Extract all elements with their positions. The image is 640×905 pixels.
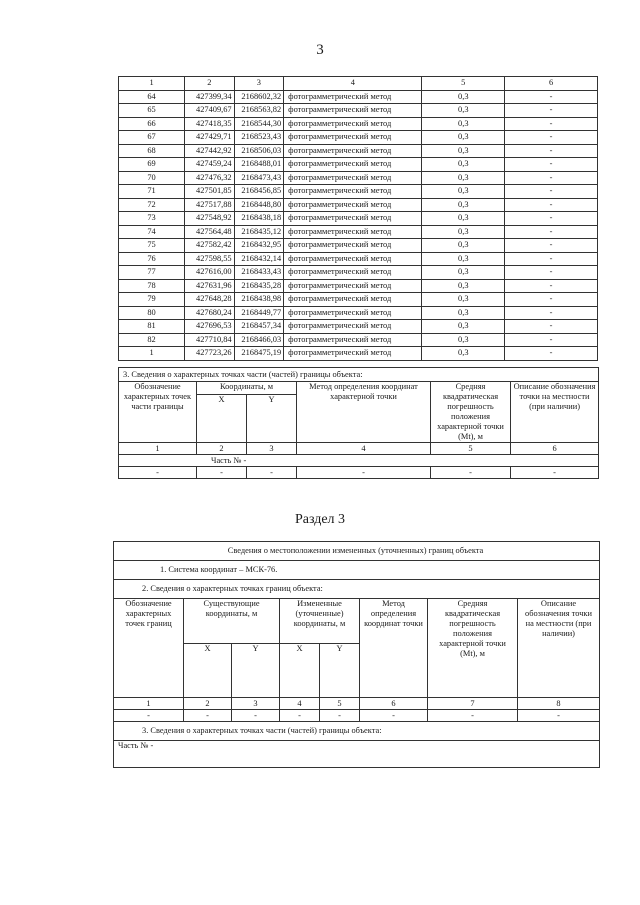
accuracy: 0,3 — [422, 198, 505, 212]
method: фотограмметрический метод — [284, 90, 422, 104]
empty-cell: - — [280, 710, 320, 722]
description: - — [505, 279, 598, 293]
column-number: 4 — [284, 77, 422, 91]
column-number: 3 — [247, 443, 297, 455]
coord-x: 427582,42 — [185, 239, 235, 253]
column-number: 6 — [511, 443, 599, 455]
method: фотограмметрический метод — [284, 347, 422, 361]
coord-y: 2168435,28 — [234, 279, 284, 293]
coord-x: 427409,67 — [185, 104, 235, 118]
coord-y: 2168438,98 — [234, 293, 284, 307]
point-number: 66 — [119, 117, 185, 131]
col-accuracy: Средняя квадратическая погрешность положения характерной точки (Mt), м — [431, 382, 511, 443]
col-y: Y — [320, 644, 360, 698]
method: фотограмметрический метод — [284, 158, 422, 172]
point-number: 81 — [119, 320, 185, 334]
table-row — [119, 266, 598, 280]
accuracy: 0,3 — [422, 279, 505, 293]
method: фотограмметрический метод — [284, 171, 422, 185]
column-number: 2 — [197, 443, 247, 455]
table-row — [119, 293, 598, 307]
empty-cell: - — [320, 710, 360, 722]
column-number: 5 — [431, 443, 511, 455]
table-row — [119, 320, 598, 334]
empty-cell: - — [428, 710, 518, 722]
description: - — [505, 212, 598, 226]
coord-x: 427710,84 — [185, 333, 235, 347]
coord-y: 2168466,03 — [234, 333, 284, 347]
column-number: 5 — [422, 77, 505, 91]
method: фотограмметрический метод — [284, 333, 422, 347]
description: - — [505, 320, 598, 334]
header-row — [119, 77, 598, 91]
column-number: 6 — [360, 698, 428, 710]
empty-cell: - — [518, 710, 600, 722]
part-points-title: 3. Сведения о характерных точках части (частей) границы объекта: — [119, 368, 599, 382]
description: - — [505, 293, 598, 307]
point-number: 78 — [119, 279, 185, 293]
coord-y: 2168432,95 — [234, 239, 284, 253]
point-number: 77 — [119, 266, 185, 280]
coord-x: 427598,55 — [185, 252, 235, 266]
method: фотограмметрический метод — [284, 104, 422, 118]
page-number: 3 — [316, 42, 324, 58]
accuracy: 0,3 — [422, 333, 505, 347]
column-number: 4 — [297, 443, 431, 455]
point-number: 80 — [119, 306, 185, 320]
coord-x: 427501,85 — [185, 185, 235, 199]
coord-x: 427476,32 — [185, 171, 235, 185]
col-y: Y — [247, 395, 297, 443]
coord-x: 427429,71 — [185, 131, 235, 145]
col-existing: Существующие координаты, м — [184, 599, 280, 644]
description: - — [505, 104, 598, 118]
table-row — [119, 279, 598, 293]
empty-cell: - — [431, 467, 511, 479]
column-number: 4 — [280, 698, 320, 710]
table-row — [119, 104, 598, 118]
accuracy: 0,3 — [422, 293, 505, 307]
accuracy: 0,3 — [422, 131, 505, 145]
table-row — [119, 239, 598, 253]
accuracy: 0,3 — [422, 320, 505, 334]
empty-cell: - — [232, 710, 280, 722]
table-row — [119, 131, 598, 145]
description: - — [505, 90, 598, 104]
column-number: 1 — [114, 698, 184, 710]
coord-y: 2168475,19 — [234, 347, 284, 361]
part-points-table — [118, 367, 599, 479]
coord-y: 2168432,14 — [234, 252, 284, 266]
point-number: 71 — [119, 185, 185, 199]
col-x: X — [184, 644, 232, 698]
coord-x: 427564,48 — [185, 225, 235, 239]
col-designation: Обозначение характерных точек границ — [114, 599, 184, 698]
section-heading: Раздел 3 — [294, 512, 346, 527]
accuracy: 0,3 — [422, 158, 505, 172]
coord-x: 427548,92 — [185, 212, 235, 226]
col-changed: Измененные (уточненные) координаты, м — [280, 599, 360, 644]
method: фотограмметрический метод — [284, 266, 422, 280]
col-accuracy: Средняя квадратическая погрешность положения характерной точки (Mt), м — [428, 599, 518, 698]
point-number: 1 — [119, 347, 185, 361]
empty-cell: - — [119, 467, 197, 479]
coord-x: 427680,24 — [185, 306, 235, 320]
coord-x: 427616,00 — [185, 266, 235, 280]
accuracy: 0,3 — [422, 347, 505, 361]
accuracy: 0,3 — [422, 225, 505, 239]
col-method: Метод определения координат точки — [360, 599, 428, 698]
coord-y: 2168457,34 — [234, 320, 284, 334]
part-label: Часть № - — [114, 741, 600, 768]
accuracy: 0,3 — [422, 104, 505, 118]
method: фотограмметрический метод — [284, 212, 422, 226]
method: фотограмметрический метод — [284, 239, 422, 253]
description: - — [505, 185, 598, 199]
point-number: 68 — [119, 144, 185, 158]
col-x: X — [197, 395, 247, 443]
coord-x: 427418,35 — [185, 117, 235, 131]
column-number: 2 — [185, 77, 235, 91]
col-y: Y — [232, 644, 280, 698]
column-number: 5 — [320, 698, 360, 710]
part-points-title: 3. Сведения о характерных точках части (частей) границы объекта: — [114, 722, 600, 741]
point-number: 74 — [119, 225, 185, 239]
point-number: 70 — [119, 171, 185, 185]
column-number: 8 — [518, 698, 600, 710]
coord-x: 427459,24 — [185, 158, 235, 172]
col-x: X — [280, 644, 320, 698]
accuracy: 0,3 — [422, 306, 505, 320]
point-number: 67 — [119, 131, 185, 145]
description: - — [505, 144, 598, 158]
method: фотограмметрический метод — [284, 293, 422, 307]
method: фотограмметрический метод — [284, 279, 422, 293]
description: - — [505, 347, 598, 361]
col-description: Описание обозначения точки на местности (при наличии) — [518, 599, 600, 698]
method: фотограмметрический метод — [284, 117, 422, 131]
accuracy: 0,3 — [422, 117, 505, 131]
coord-y: 2168602,32 — [234, 90, 284, 104]
accuracy: 0,3 — [422, 185, 505, 199]
coord-y: 2168544,30 — [234, 117, 284, 131]
coord-y: 2168563,82 — [234, 104, 284, 118]
accuracy: 0,3 — [422, 90, 505, 104]
table-row — [119, 90, 598, 104]
method: фотограмметрический метод — [284, 144, 422, 158]
coord-y: 2168456,85 — [234, 185, 284, 199]
description: - — [505, 333, 598, 347]
description: - — [505, 158, 598, 172]
method: фотограмметрический метод — [284, 225, 422, 239]
coord-y: 2168473,43 — [234, 171, 284, 185]
point-number: 79 — [119, 293, 185, 307]
col-coords: Координаты, м — [197, 382, 297, 395]
coord-y: 2168448,80 — [234, 198, 284, 212]
accuracy: 0,3 — [422, 252, 505, 266]
changed-boundaries-table — [113, 541, 600, 768]
coord-system: 1. Система координат – МСК-76. — [114, 561, 600, 580]
table-row — [119, 347, 598, 361]
point-number: 75 — [119, 239, 185, 253]
table-row — [119, 252, 598, 266]
col-designation: Обозначение характерных точек части границы — [119, 382, 197, 443]
point-number: 76 — [119, 252, 185, 266]
description: - — [505, 266, 598, 280]
table-row — [119, 198, 598, 212]
description: - — [505, 306, 598, 320]
empty-cell: - — [297, 467, 431, 479]
table-row — [119, 158, 598, 172]
description: - — [505, 171, 598, 185]
table-row — [119, 117, 598, 131]
method: фотограмметрический метод — [284, 198, 422, 212]
description: - — [505, 117, 598, 131]
column-number: 3 — [232, 698, 280, 710]
table-row — [119, 212, 598, 226]
accuracy: 0,3 — [422, 144, 505, 158]
table-row — [119, 185, 598, 199]
point-number: 65 — [119, 104, 185, 118]
description: - — [505, 225, 598, 239]
column-number: 1 — [119, 77, 185, 91]
empty-cell: - — [114, 710, 184, 722]
description: - — [505, 198, 598, 212]
points-title: 2. Сведения о характерных точках границ объекта: — [114, 580, 600, 599]
coord-x: 427442,92 — [185, 144, 235, 158]
coord-x: 427631,96 — [185, 279, 235, 293]
coord-y: 2168523,43 — [234, 131, 284, 145]
column-number: 7 — [428, 698, 518, 710]
coord-x: 427517,88 — [185, 198, 235, 212]
method: фотограмметрический метод — [284, 320, 422, 334]
description: - — [505, 239, 598, 253]
table-row — [119, 306, 598, 320]
column-number: 6 — [505, 77, 598, 91]
column-number: 1 — [119, 443, 197, 455]
empty-cell: - — [511, 467, 599, 479]
table-row — [119, 225, 598, 239]
point-number: 73 — [119, 212, 185, 226]
col-description: Описание обозначения точки на местности (при наличии) — [511, 382, 599, 443]
accuracy: 0,3 — [422, 266, 505, 280]
accuracy: 0,3 — [422, 171, 505, 185]
accuracy: 0,3 — [422, 212, 505, 226]
coord-y: 2168488,01 — [234, 158, 284, 172]
accuracy: 0,3 — [422, 239, 505, 253]
coord-y: 2168435,12 — [234, 225, 284, 239]
column-number: 3 — [234, 77, 284, 91]
table-row — [119, 333, 598, 347]
description: - — [505, 131, 598, 145]
point-number: 82 — [119, 333, 185, 347]
method: фотограмметрический метод — [284, 185, 422, 199]
empty-cell: - — [184, 710, 232, 722]
empty-cell: - — [197, 467, 247, 479]
part-label: Часть № - — [119, 455, 599, 467]
column-number: 2 — [184, 698, 232, 710]
coord-y: 2168506,03 — [234, 144, 284, 158]
point-number: 64 — [119, 90, 185, 104]
point-number: 69 — [119, 158, 185, 172]
coord-y: 2168438,18 — [234, 212, 284, 226]
coord-x: 427696,53 — [185, 320, 235, 334]
table-row — [119, 144, 598, 158]
boundary-points-table — [118, 76, 598, 361]
empty-cell: - — [247, 467, 297, 479]
point-number: 72 — [119, 198, 185, 212]
coord-y: 2168449,77 — [234, 306, 284, 320]
coord-x: 427648,28 — [185, 293, 235, 307]
col-method: Метод определения координат характерной точки — [297, 382, 431, 443]
table-row — [119, 171, 598, 185]
section3-title: Сведения о местоположении измененных (уточненных) границ объекта — [114, 542, 600, 561]
coord-x: 427723,26 — [185, 347, 235, 361]
description: - — [505, 252, 598, 266]
empty-cell: - — [360, 710, 428, 722]
method: фотограмметрический метод — [284, 131, 422, 145]
coord-x: 427399,34 — [185, 90, 235, 104]
coord-y: 2168433,43 — [234, 266, 284, 280]
method: фотограмметрический метод — [284, 252, 422, 266]
method: фотограмметрический метод — [284, 306, 422, 320]
